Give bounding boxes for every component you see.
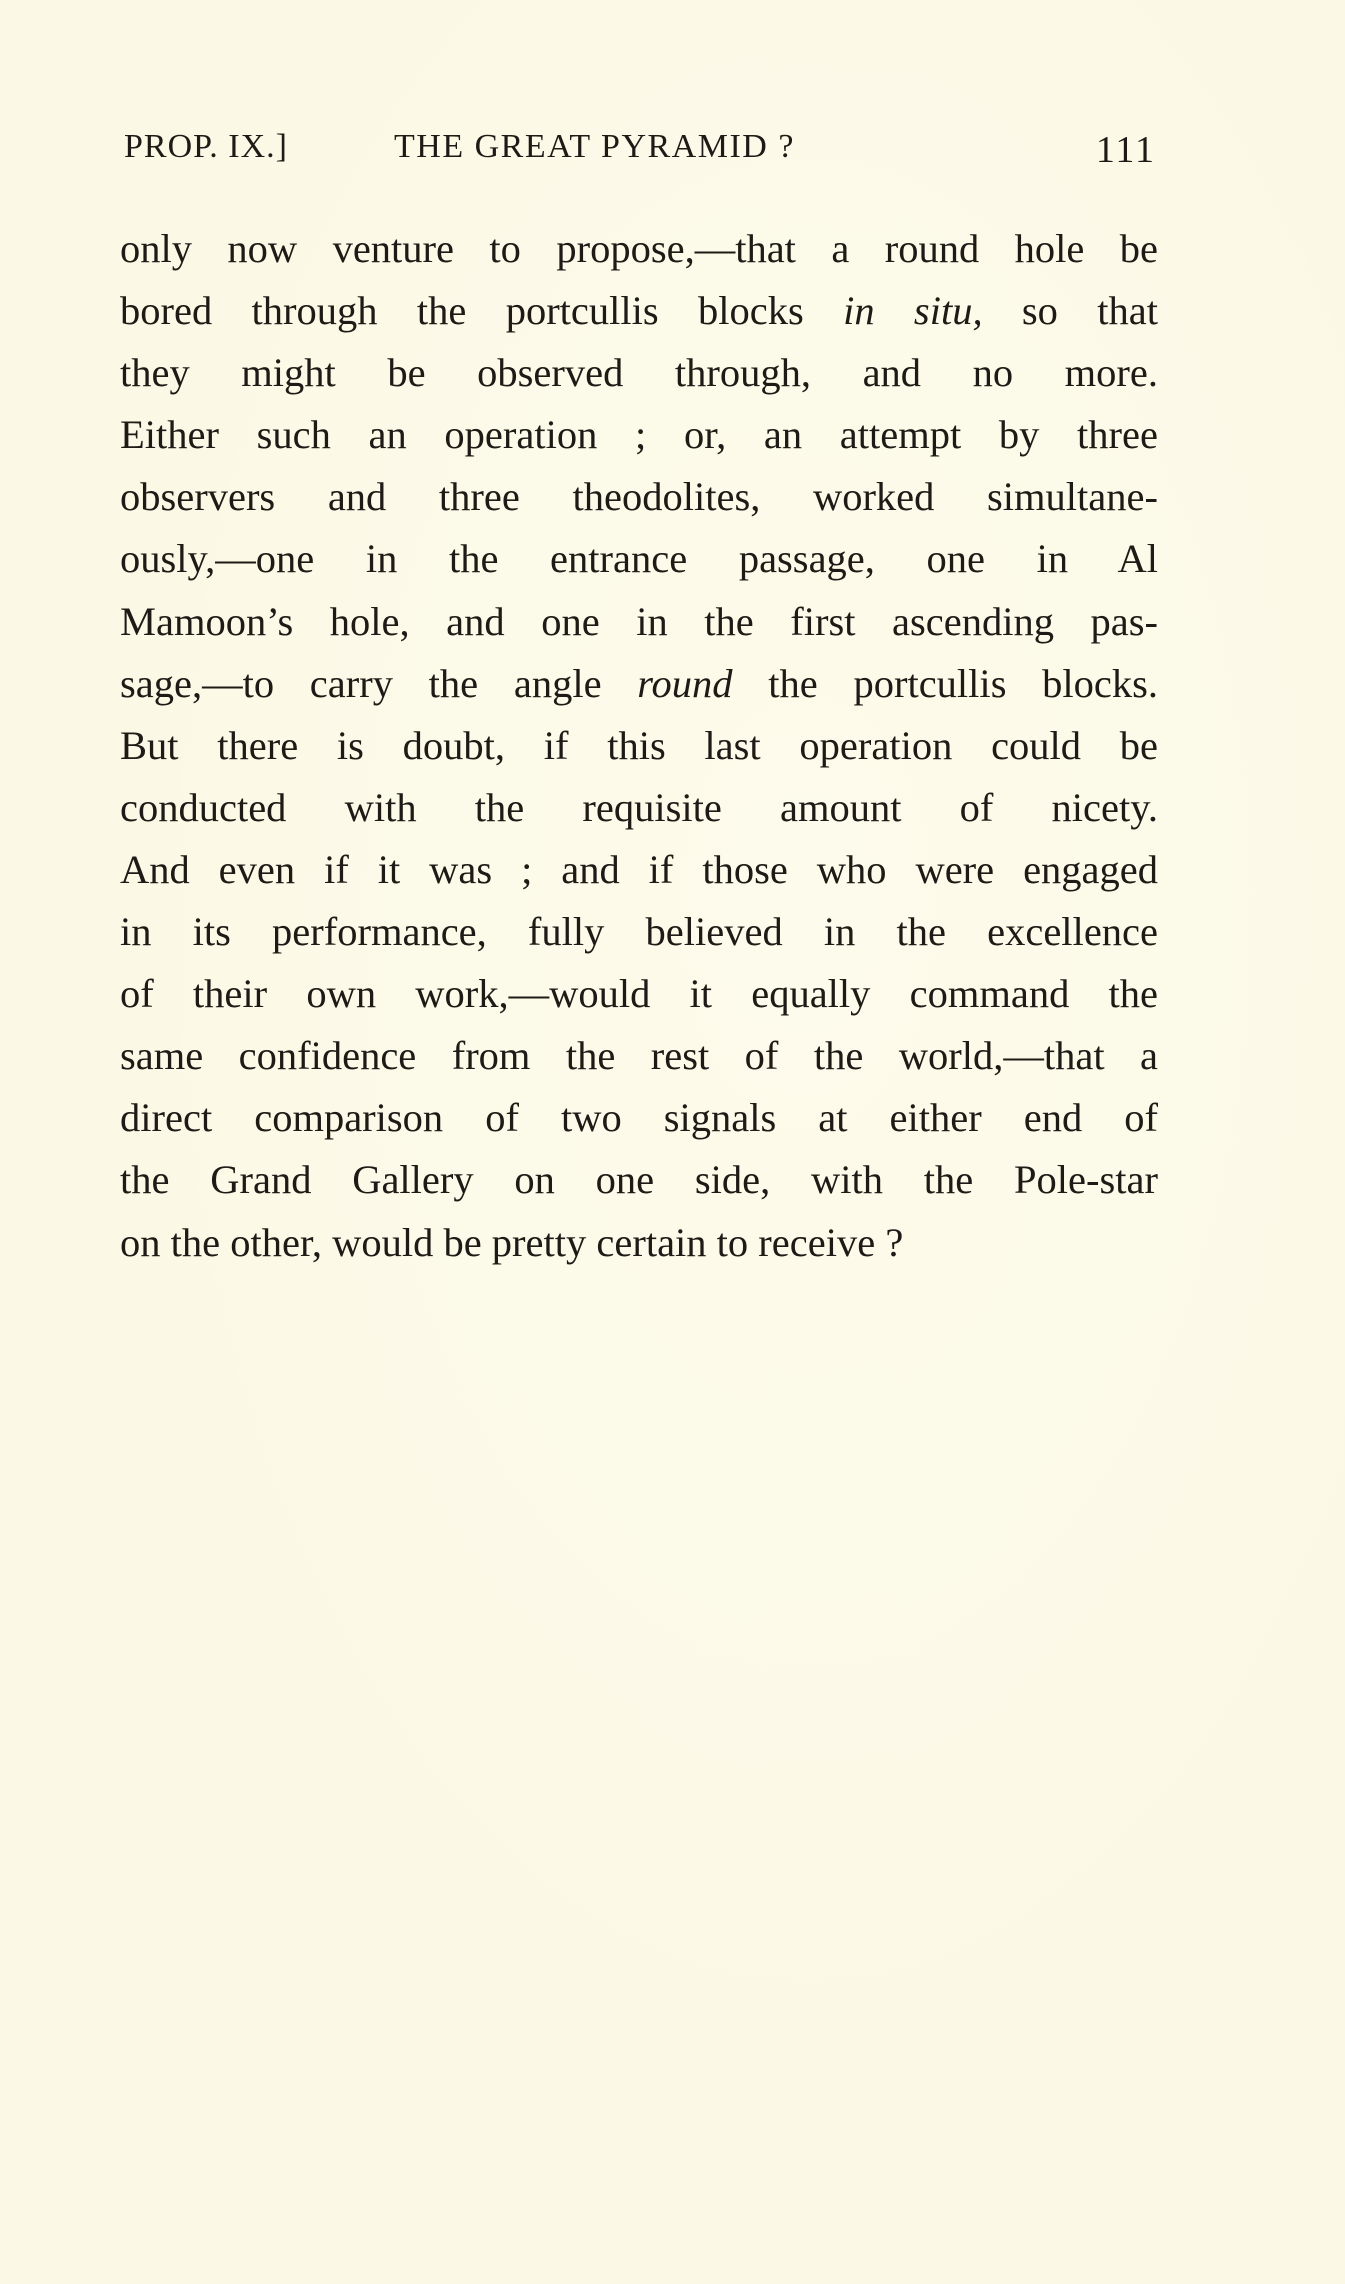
text-line: ously,—one in the entrance passage, one in Al [120,536,1158,582]
page-number: 111 [1095,129,1156,171]
body-paragraph [120,218,1158,1274]
text-line: Mamoon’s hole, and one in the first ascending pas- [120,598,1158,644]
text-line: the Grand Gallery on one side, with the Pole-star [120,1157,1158,1203]
text-line: And even if it was ; and if those who were engaged [120,846,1158,892]
section-reference: PROP. IX.] [124,128,288,165]
text-line: But there is doubt, if this last operation could be [120,722,1158,768]
text-line: they might be observed through, and no more. [120,350,1158,396]
text-line: in its performance, fully believed in the excellence [120,909,1158,955]
text-line: sage,—to carry the angle round the portcullis blocks. [120,660,1159,706]
text-line: conducted with the requisite amount of nicety. [120,784,1158,830]
running-head [124,128,1156,172]
text-line: Either such an operation ; or, an attempt by three [120,412,1158,458]
italic-word: round [637,660,733,706]
text-line: of their own work,—would it equally command the [120,971,1158,1017]
text-line: on the other, would be pretty certain to receive ? [120,1219,904,1265]
text-line: direct comparison of two signals at either end of [120,1095,1158,1141]
text-line: observers and three theodolites, worked simultane- [120,474,1158,520]
italic-phrase: in situ, [843,288,983,334]
text-line: only now venture to propose,—that a round hole be [120,226,1158,271]
text-line: bored through the portcullis blocks in situ, so that [120,288,1158,334]
text-line: same confidence from the rest of the world,—that a [120,1033,1158,1079]
running-title: THE GREAT PYRAMID ? [394,128,795,165]
